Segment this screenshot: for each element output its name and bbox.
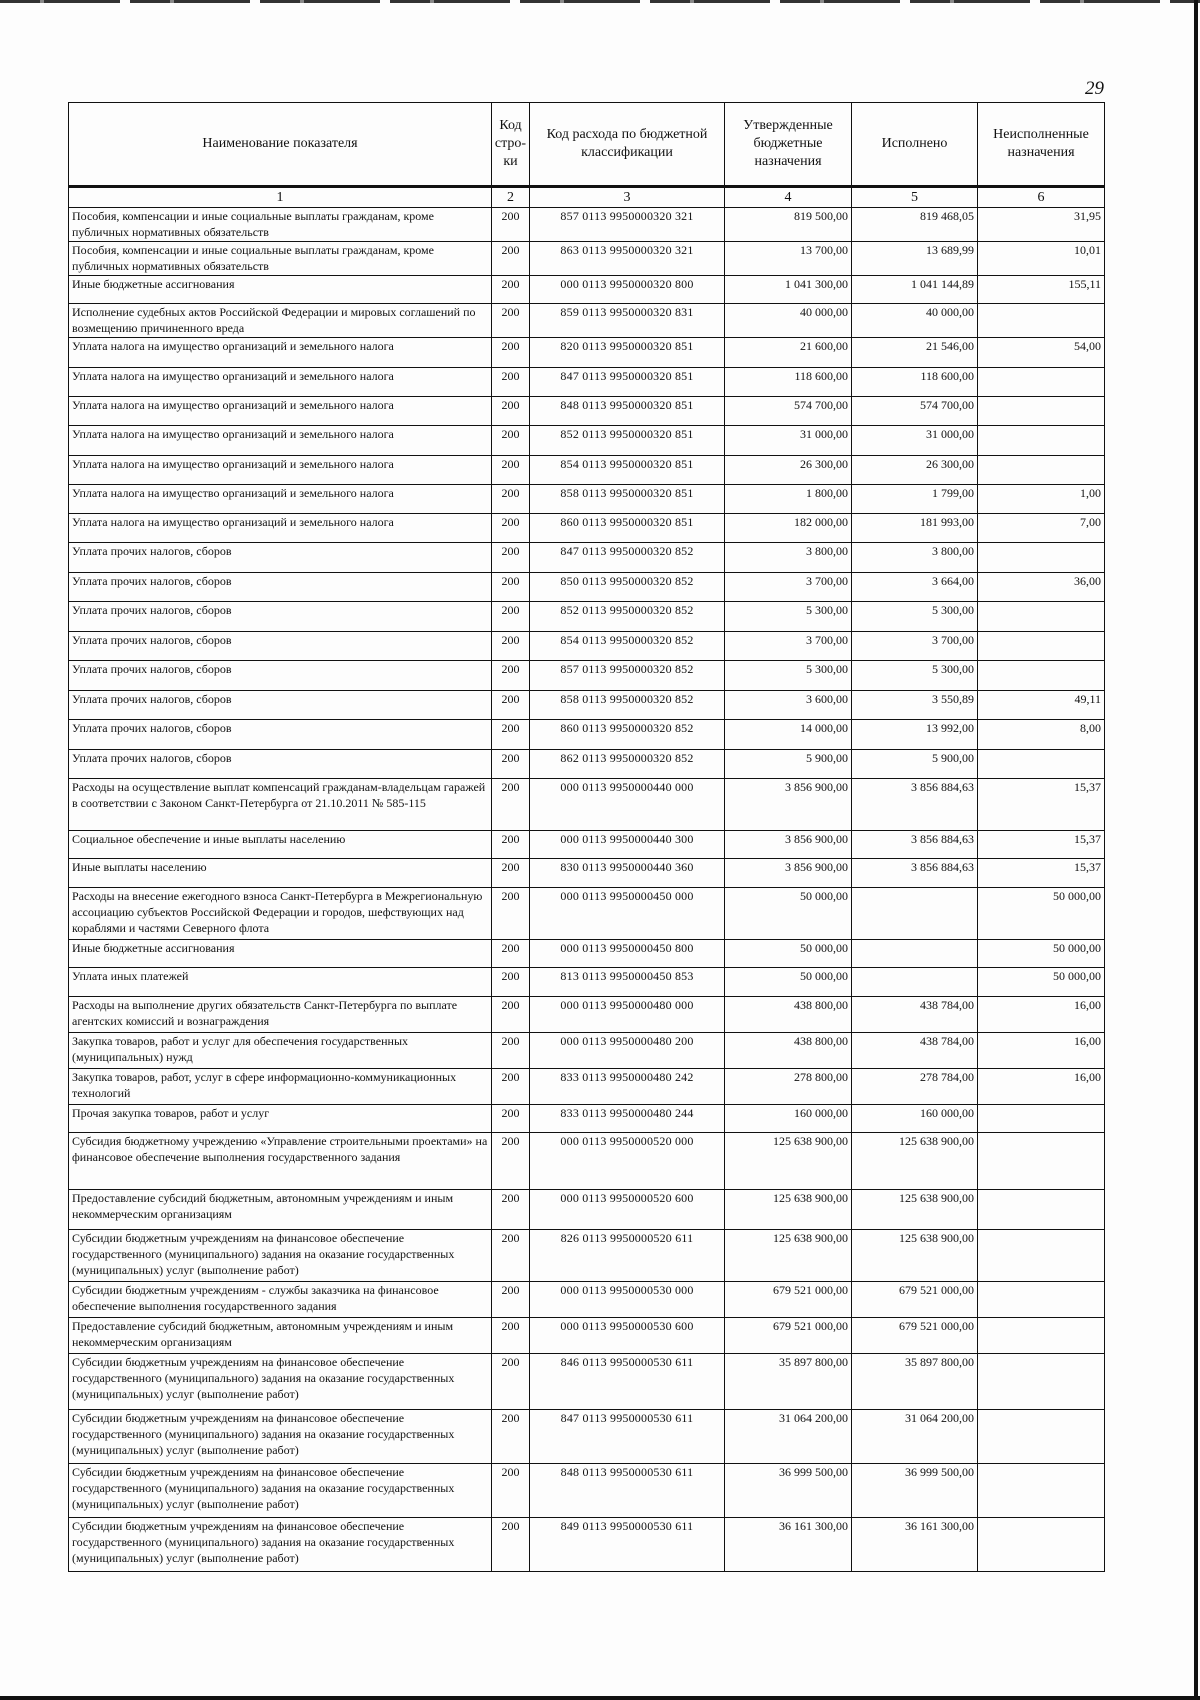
row-budget-code: 000 0113 9950000440 000 [530, 779, 725, 831]
row-unexecuted: 50 000,00 [978, 968, 1105, 997]
table-row [69, 1410, 1105, 1464]
row-approved: 574 700,00 [725, 397, 852, 426]
row-name: Уплата прочих налогов, сборов [69, 543, 492, 573]
row-line-code: 200 [492, 368, 530, 397]
table-row [69, 1133, 1105, 1190]
table-row [69, 968, 1105, 997]
row-budget-code: 854 0113 9950000320 852 [530, 632, 725, 661]
row-line-code: 200 [492, 720, 530, 750]
table-row [69, 859, 1105, 888]
table-row [69, 691, 1105, 720]
column-number: 1 [69, 187, 492, 208]
table-row [69, 338, 1105, 368]
row-name: Субсидии бюджетным учреждениям - службы заказчика на финансовое обеспечение выполнения государственного задания [69, 1282, 492, 1318]
table-row [69, 1282, 1105, 1318]
row-budget-code: 852 0113 9950000320 851 [530, 426, 725, 456]
row-approved: 40 000,00 [725, 304, 852, 338]
row-executed [852, 940, 978, 968]
row-executed: 679 521 000,00 [852, 1318, 978, 1354]
row-executed: 679 521 000,00 [852, 1282, 978, 1318]
row-line-code: 200 [492, 997, 530, 1033]
scan-edge-top [0, 0, 1200, 3]
row-approved: 50 000,00 [725, 940, 852, 968]
row-name: Уплата налога на имущество организаций и земельного налога [69, 514, 492, 543]
row-approved: 278 800,00 [725, 1069, 852, 1105]
column-number: 5 [852, 187, 978, 208]
row-unexecuted: 54,00 [978, 338, 1105, 368]
row-line-code: 200 [492, 831, 530, 859]
row-executed: 5 300,00 [852, 661, 978, 691]
row-approved: 118 600,00 [725, 368, 852, 397]
row-unexecuted [978, 1518, 1105, 1572]
row-approved: 36 161 300,00 [725, 1518, 852, 1572]
row-executed: 31 064 200,00 [852, 1410, 978, 1464]
table-row [69, 632, 1105, 661]
row-name: Уплата налога на имущество организаций и земельного налога [69, 338, 492, 368]
row-budget-code: 858 0113 9950000320 852 [530, 691, 725, 720]
row-executed: 3 664,00 [852, 573, 978, 602]
row-unexecuted: 49,11 [978, 691, 1105, 720]
row-unexecuted [978, 1105, 1105, 1133]
row-name: Уплата прочих налогов, сборов [69, 750, 492, 779]
table-row [69, 426, 1105, 456]
col-header-budget-code: Код расхода по бюджетной классификации [530, 103, 725, 187]
row-line-code: 200 [492, 208, 530, 242]
row-executed: 3 856 884,63 [852, 831, 978, 859]
row-line-code: 200 [492, 1230, 530, 1282]
row-budget-code: 854 0113 9950000320 851 [530, 456, 725, 485]
column-number: 3 [530, 187, 725, 208]
row-budget-code: 858 0113 9950000320 851 [530, 485, 725, 514]
row-budget-code: 857 0113 9950000320 852 [530, 661, 725, 691]
row-line-code: 200 [492, 242, 530, 276]
col-header-executed: Исполнено [852, 103, 978, 187]
row-budget-code: 857 0113 9950000320 321 [530, 208, 725, 242]
row-unexecuted: 1,00 [978, 485, 1105, 514]
row-approved: 3 856 900,00 [725, 831, 852, 859]
row-unexecuted: 16,00 [978, 997, 1105, 1033]
row-budget-code: 000 0113 9950000530 000 [530, 1282, 725, 1318]
table-row [69, 1033, 1105, 1069]
row-line-code: 200 [492, 1518, 530, 1572]
row-executed: 438 784,00 [852, 1033, 978, 1069]
header-row [69, 103, 1105, 187]
row-name: Уплата прочих налогов, сборов [69, 661, 492, 691]
row-executed: 1 799,00 [852, 485, 978, 514]
row-budget-code: 847 0113 9950000320 851 [530, 368, 725, 397]
row-budget-code: 813 0113 9950000450 853 [530, 968, 725, 997]
row-line-code: 200 [492, 397, 530, 426]
table-row [69, 661, 1105, 691]
scan-edge-bottom [0, 1696, 1200, 1700]
row-unexecuted [978, 1464, 1105, 1518]
row-unexecuted [978, 426, 1105, 456]
row-line-code: 200 [492, 338, 530, 368]
row-approved: 5 300,00 [725, 661, 852, 691]
row-budget-code: 000 0113 9950000480 200 [530, 1033, 725, 1069]
col-header-unexecuted: Неисполненные назначения [978, 103, 1105, 187]
row-unexecuted [978, 304, 1105, 338]
row-approved: 5 900,00 [725, 750, 852, 779]
row-approved: 438 800,00 [725, 1033, 852, 1069]
row-executed: 3 550,89 [852, 691, 978, 720]
row-name: Уплата налога на имущество организаций и земельного налога [69, 456, 492, 485]
row-name: Закупка товаров, работ и услуг для обеспечения государственных (муниципальных) нужд [69, 1033, 492, 1069]
row-budget-code: 820 0113 9950000320 851 [530, 338, 725, 368]
row-approved: 3 856 900,00 [725, 859, 852, 888]
row-unexecuted: 7,00 [978, 514, 1105, 543]
table-row [69, 514, 1105, 543]
row-approved: 182 000,00 [725, 514, 852, 543]
row-unexecuted [978, 1230, 1105, 1282]
row-name: Уплата налога на имущество организаций и земельного налога [69, 397, 492, 426]
table-row [69, 208, 1105, 242]
row-budget-code: 000 0113 9950000530 600 [530, 1318, 725, 1354]
row-line-code: 200 [492, 1105, 530, 1133]
row-executed: 36 999 500,00 [852, 1464, 978, 1518]
row-line-code: 200 [492, 304, 530, 338]
row-approved: 31 000,00 [725, 426, 852, 456]
row-budget-code: 860 0113 9950000320 852 [530, 720, 725, 750]
row-budget-code: 000 0113 9950000520 600 [530, 1190, 725, 1230]
row-budget-code: 830 0113 9950000440 360 [530, 859, 725, 888]
row-executed: 181 993,00 [852, 514, 978, 543]
row-name: Уплата прочих налогов, сборов [69, 573, 492, 602]
row-executed: 5 900,00 [852, 750, 978, 779]
row-unexecuted [978, 1133, 1105, 1190]
row-approved: 1 800,00 [725, 485, 852, 514]
row-name: Уплата налога на имущество организаций и земельного налога [69, 485, 492, 514]
table-row [69, 1518, 1105, 1572]
row-executed: 36 161 300,00 [852, 1518, 978, 1572]
row-approved: 1 041 300,00 [725, 276, 852, 304]
row-name: Субсидии бюджетным учреждениям на финансовое обеспечение государственного (муниципального) задания на оказание государственных (муниципальных) услуг (выполнение работ) [69, 1518, 492, 1572]
col-header-approved: Утвержденные бюджетные назначения [725, 103, 852, 187]
row-unexecuted [978, 543, 1105, 573]
table-row [69, 368, 1105, 397]
row-line-code: 200 [492, 485, 530, 514]
row-unexecuted: 31,95 [978, 208, 1105, 242]
row-name: Прочая закупка товаров, работ и услуг [69, 1105, 492, 1133]
row-name: Расходы на осуществление выплат компенсаций гражданам-владельцам гаражей в соответствии с Законом Санкт-Петербурга от 21.10.2011 № 585-115 [69, 779, 492, 831]
table-row [69, 1230, 1105, 1282]
row-approved: 438 800,00 [725, 997, 852, 1033]
row-executed: 21 546,00 [852, 338, 978, 368]
row-line-code: 200 [492, 456, 530, 485]
row-unexecuted: 36,00 [978, 573, 1105, 602]
row-budget-code: 000 0113 9950000320 800 [530, 276, 725, 304]
row-budget-code: 000 0113 9950000520 000 [530, 1133, 725, 1190]
row-unexecuted: 16,00 [978, 1033, 1105, 1069]
table-row [69, 304, 1105, 338]
row-budget-code: 000 0113 9950000440 300 [530, 831, 725, 859]
row-unexecuted: 155,11 [978, 276, 1105, 304]
row-name: Субсидии бюджетным учреждениям на финансовое обеспечение государственного (муниципального) задания на оказание государственных (муниципальных) услуг (выполнение работ) [69, 1464, 492, 1518]
row-line-code: 200 [492, 940, 530, 968]
table-row [69, 242, 1105, 276]
row-name: Иные бюджетные ассигнования [69, 940, 492, 968]
table-row [69, 1190, 1105, 1230]
row-line-code: 200 [492, 426, 530, 456]
row-name: Предоставление субсидий бюджетным, автономным учреждениям и иным некоммерческим организациям [69, 1318, 492, 1354]
row-line-code: 200 [492, 1190, 530, 1230]
row-name: Уплата прочих налогов, сборов [69, 632, 492, 661]
row-approved: 3 856 900,00 [725, 779, 852, 831]
row-approved: 3 800,00 [725, 543, 852, 573]
row-unexecuted [978, 750, 1105, 779]
row-line-code: 200 [492, 1282, 530, 1318]
row-executed: 160 000,00 [852, 1105, 978, 1133]
row-executed [852, 968, 978, 997]
row-approved: 13 700,00 [725, 242, 852, 276]
row-name: Субсидии бюджетным учреждениям на финансовое обеспечение государственного (муниципального) задания на оказание государственных (муниципальных) услуг (выполнение работ) [69, 1354, 492, 1410]
row-approved: 679 521 000,00 [725, 1318, 852, 1354]
row-line-code: 200 [492, 779, 530, 831]
row-unexecuted [978, 632, 1105, 661]
row-line-code: 200 [492, 514, 530, 543]
table-row [69, 997, 1105, 1033]
row-unexecuted [978, 397, 1105, 426]
table-row [69, 940, 1105, 968]
row-approved: 3 700,00 [725, 573, 852, 602]
row-executed: 438 784,00 [852, 997, 978, 1033]
row-approved: 5 300,00 [725, 602, 852, 632]
row-line-code: 200 [492, 1410, 530, 1464]
row-executed: 3 856 884,63 [852, 859, 978, 888]
row-budget-code: 848 0113 9950000320 851 [530, 397, 725, 426]
row-name: Субсидии бюджетным учреждениям на финансовое обеспечение государственного (муниципального) задания на оказание государственных (муниципальных) услуг (выполнение работ) [69, 1230, 492, 1282]
column-number: 4 [725, 187, 852, 208]
row-budget-code: 863 0113 9950000320 321 [530, 242, 725, 276]
row-unexecuted [978, 602, 1105, 632]
row-name: Субсидия бюджетному учреждению «Управление строительными проектами» на финансовое обеспечение выполнения государственного задания [69, 1133, 492, 1190]
row-executed: 5 300,00 [852, 602, 978, 632]
row-line-code: 200 [492, 1354, 530, 1410]
table-row [69, 1069, 1105, 1105]
row-line-code: 200 [492, 1318, 530, 1354]
row-line-code: 200 [492, 1464, 530, 1518]
column-number-row [69, 187, 1105, 208]
row-approved: 50 000,00 [725, 968, 852, 997]
row-executed: 278 784,00 [852, 1069, 978, 1105]
row-approved: 125 638 900,00 [725, 1230, 852, 1282]
row-unexecuted [978, 661, 1105, 691]
row-approved: 31 064 200,00 [725, 1410, 852, 1464]
row-line-code: 200 [492, 632, 530, 661]
row-executed: 31 000,00 [852, 426, 978, 456]
table-row [69, 573, 1105, 602]
row-approved: 26 300,00 [725, 456, 852, 485]
table-row [69, 831, 1105, 859]
row-line-code: 200 [492, 573, 530, 602]
row-approved: 14 000,00 [725, 720, 852, 750]
row-budget-code: 848 0113 9950000530 611 [530, 1464, 725, 1518]
row-executed: 819 468,05 [852, 208, 978, 242]
row-line-code: 200 [492, 888, 530, 940]
row-unexecuted [978, 1190, 1105, 1230]
row-name: Уплата прочих налогов, сборов [69, 691, 492, 720]
table-row [69, 1105, 1105, 1133]
row-line-code: 200 [492, 661, 530, 691]
table-row [69, 1354, 1105, 1410]
col-header-name: Наименование показателя [69, 103, 492, 187]
row-approved: 3 600,00 [725, 691, 852, 720]
row-name: Уплата прочих налогов, сборов [69, 720, 492, 750]
row-executed: 13 992,00 [852, 720, 978, 750]
row-name: Социальное обеспечение и иные выплаты населению [69, 831, 492, 859]
row-unexecuted [978, 1354, 1105, 1410]
row-executed: 26 300,00 [852, 456, 978, 485]
scan-edge-right [1194, 0, 1198, 1700]
row-budget-code: 000 0113 9950000480 000 [530, 997, 725, 1033]
row-line-code: 200 [492, 1033, 530, 1069]
row-approved: 125 638 900,00 [725, 1190, 852, 1230]
row-budget-code: 000 0113 9950000450 800 [530, 940, 725, 968]
table-row [69, 397, 1105, 426]
row-budget-code: 847 0113 9950000530 611 [530, 1410, 725, 1464]
row-approved: 50 000,00 [725, 888, 852, 940]
row-line-code: 200 [492, 750, 530, 779]
row-executed: 35 897 800,00 [852, 1354, 978, 1410]
row-approved: 160 000,00 [725, 1105, 852, 1133]
row-line-code: 200 [492, 1069, 530, 1105]
row-name: Субсидии бюджетным учреждениям на финансовое обеспечение государственного (муниципального) задания на оказание государственных (муниципальных) услуг (выполнение работ) [69, 1410, 492, 1464]
column-number: 2 [492, 187, 530, 208]
row-approved: 35 897 800,00 [725, 1354, 852, 1410]
row-budget-code: 862 0113 9950000320 852 [530, 750, 725, 779]
row-budget-code: 000 0113 9950000450 000 [530, 888, 725, 940]
row-approved: 125 638 900,00 [725, 1133, 852, 1190]
row-unexecuted: 16,00 [978, 1069, 1105, 1105]
column-number: 6 [978, 187, 1105, 208]
row-line-code: 200 [492, 1133, 530, 1190]
row-executed [852, 888, 978, 940]
row-executed: 125 638 900,00 [852, 1190, 978, 1230]
row-unexecuted: 50 000,00 [978, 888, 1105, 940]
row-unexecuted: 15,37 [978, 831, 1105, 859]
row-budget-code: 826 0113 9950000520 611 [530, 1230, 725, 1282]
row-unexecuted [978, 1318, 1105, 1354]
row-name: Уплата прочих налогов, сборов [69, 602, 492, 632]
row-budget-code: 847 0113 9950000320 852 [530, 543, 725, 573]
row-budget-code: 849 0113 9950000530 611 [530, 1518, 725, 1572]
row-line-code: 200 [492, 968, 530, 997]
row-unexecuted: 50 000,00 [978, 940, 1105, 968]
row-executed: 125 638 900,00 [852, 1230, 978, 1282]
row-executed: 13 689,99 [852, 242, 978, 276]
row-name: Иные выплаты населению [69, 859, 492, 888]
row-executed: 3 856 884,63 [852, 779, 978, 831]
row-unexecuted [978, 368, 1105, 397]
row-line-code: 200 [492, 543, 530, 573]
row-executed: 1 041 144,89 [852, 276, 978, 304]
table-row [69, 485, 1105, 514]
row-name: Предоставление субсидий бюджетным, автономным учреждениям и иным некоммерческим организациям [69, 1190, 492, 1230]
table-row [69, 779, 1105, 831]
row-unexecuted: 10,01 [978, 242, 1105, 276]
row-budget-code: 833 0113 9950000480 242 [530, 1069, 725, 1105]
table-row [69, 720, 1105, 750]
row-line-code: 200 [492, 691, 530, 720]
table-row [69, 602, 1105, 632]
row-executed: 125 638 900,00 [852, 1133, 978, 1190]
row-unexecuted [978, 1282, 1105, 1318]
col-header-line-code: Код стро-ки [492, 103, 530, 187]
row-budget-code: 833 0113 9950000480 244 [530, 1105, 725, 1133]
row-unexecuted [978, 1410, 1105, 1464]
row-budget-code: 852 0113 9950000320 852 [530, 602, 725, 632]
row-name: Уплата налога на имущество организаций и земельного налога [69, 368, 492, 397]
row-executed: 40 000,00 [852, 304, 978, 338]
page-number: 29 [1085, 78, 1104, 99]
table-row [69, 1464, 1105, 1518]
row-unexecuted [978, 456, 1105, 485]
row-approved: 679 521 000,00 [725, 1282, 852, 1318]
row-budget-code: 860 0113 9950000320 851 [530, 514, 725, 543]
table-row [69, 1318, 1105, 1354]
row-unexecuted: 15,37 [978, 779, 1105, 831]
row-unexecuted: 8,00 [978, 720, 1105, 750]
row-budget-code: 846 0113 9950000530 611 [530, 1354, 725, 1410]
row-line-code: 200 [492, 602, 530, 632]
row-name: Уплата налога на имущество организаций и земельного налога [69, 426, 492, 456]
table-row [69, 276, 1105, 304]
row-approved: 3 700,00 [725, 632, 852, 661]
row-executed: 3 700,00 [852, 632, 978, 661]
row-approved: 36 999 500,00 [725, 1464, 852, 1518]
row-name: Пособия, компенсации и иные социальные выплаты гражданам, кроме публичных нормативных обязательств [69, 242, 492, 276]
row-name: Иные бюджетные ассигнования [69, 276, 492, 304]
row-approved: 21 600,00 [725, 338, 852, 368]
row-executed: 118 600,00 [852, 368, 978, 397]
row-name: Исполнение судебных актов Российской Федерации и мировых соглашений по возмещению причиненного вреда [69, 304, 492, 338]
table-row [69, 543, 1105, 573]
row-line-code: 200 [492, 276, 530, 304]
row-unexecuted: 15,37 [978, 859, 1105, 888]
table-row [69, 750, 1105, 779]
row-executed: 3 800,00 [852, 543, 978, 573]
row-name: Расходы на выполнение других обязательств Санкт-Петербурга по выплате агентских комиссий и вознаграждения [69, 997, 492, 1033]
table-row [69, 456, 1105, 485]
row-approved: 819 500,00 [725, 208, 852, 242]
table-row [69, 888, 1105, 940]
row-name: Пособия, компенсации и иные социальные выплаты гражданам, кроме публичных нормативных обязательств [69, 208, 492, 242]
row-budget-code: 850 0113 9950000320 852 [530, 573, 725, 602]
row-name: Закупка товаров, работ, услуг в сфере информационно-коммуникационных технологий [69, 1069, 492, 1105]
row-line-code: 200 [492, 859, 530, 888]
row-budget-code: 859 0113 9950000320 831 [530, 304, 725, 338]
row-name: Уплата иных платежей [69, 968, 492, 997]
row-name: Расходы на внесение ежегодного взноса Санкт-Петербурга в Межрегиональную ассоциацию субъектов Российской Федерации и городов, шефствующих над кораблями и частями Северного флота [69, 888, 492, 940]
budget-execution-table [68, 102, 1105, 1572]
row-executed: 574 700,00 [852, 397, 978, 426]
